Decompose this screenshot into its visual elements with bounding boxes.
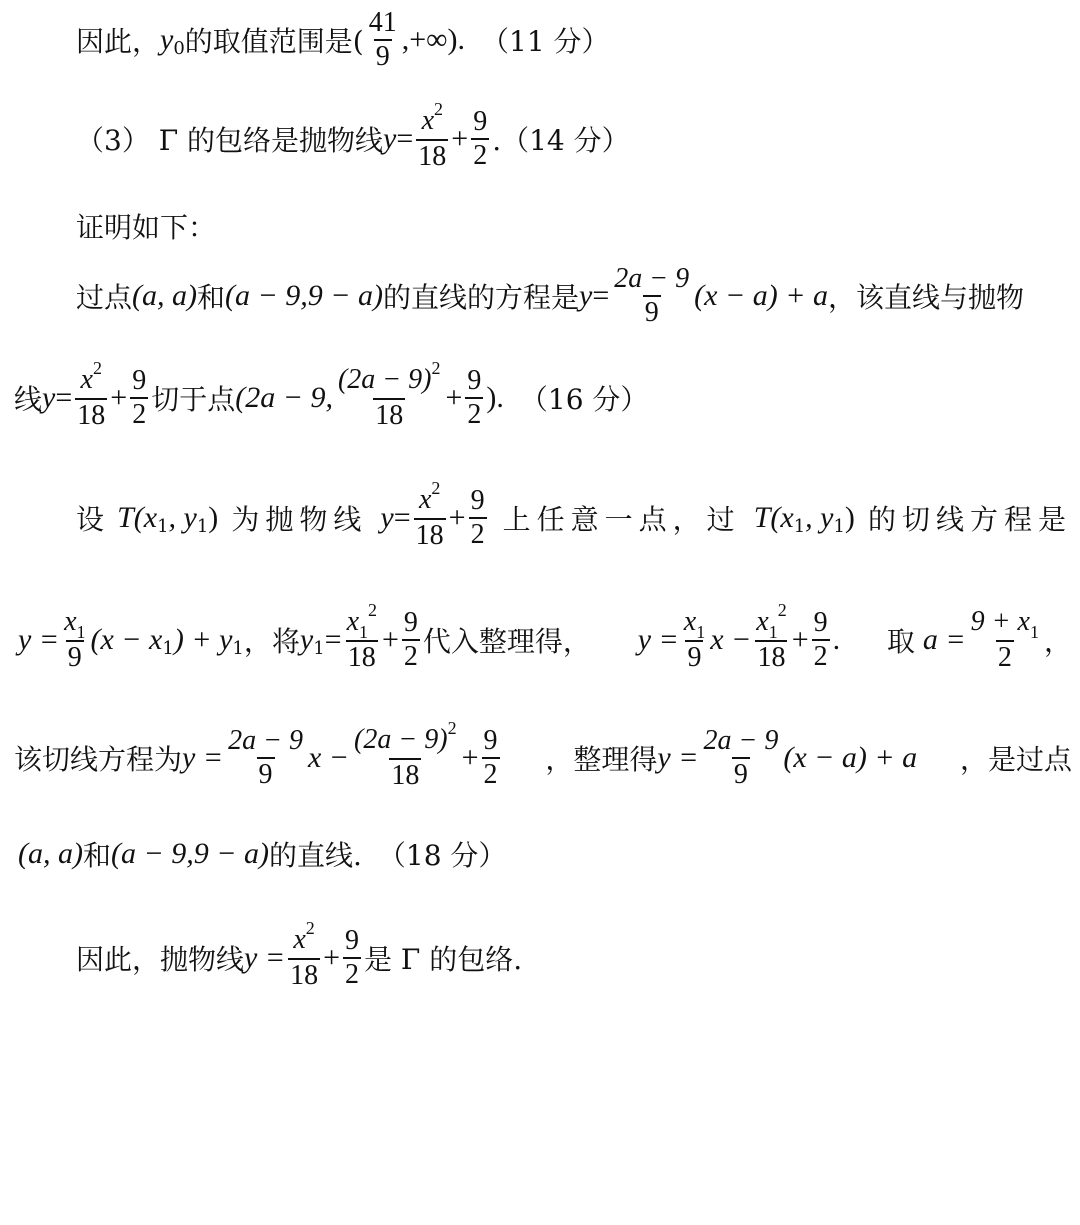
fraction: $\frac{9}{2}$	[345, 925, 359, 990]
fraction: $\frac{x^2}{18}$	[415, 478, 444, 551]
text: 的取值范围是(	[184, 25, 364, 58]
math: +	[445, 381, 463, 414]
math: =	[55, 381, 73, 414]
text: 证明如下：	[76, 211, 217, 244]
final-conclusion-line: 因此，抛物线 y = $\frac{x^2}{18}$ + $\frac{9}{2}$ 是 Γ 的包络.	[76, 918, 523, 991]
text: （3） Γ 的包络是抛物线	[76, 124, 384, 157]
text: 过点	[76, 281, 133, 314]
math: y =	[18, 623, 60, 656]
tangent-point-line	[14, 358, 649, 434]
fraction: $\frac{2a - 9}{9}$	[228, 725, 303, 790]
score-note: （11 分）	[481, 25, 610, 58]
part3-claim-line	[76, 99, 630, 172]
fraction: $\frac{9}{2}$	[813, 607, 828, 672]
text: 取	[886, 625, 915, 658]
math: (2a − 9,	[235, 381, 333, 414]
fraction: $\frac{x^2}{18}$	[418, 99, 447, 172]
score-note: （18 分）	[377, 839, 507, 872]
math: +	[451, 122, 469, 155]
math: (x − a) + a	[694, 279, 828, 312]
math-var: y	[383, 122, 397, 155]
text: 代入整理得，	[422, 625, 591, 658]
fraction: $\frac{9 + x_1}{2}$	[970, 606, 1039, 673]
math-var: y	[380, 501, 394, 534]
text: 是 Γ 的包络.	[364, 943, 523, 976]
fraction: $\frac{(2a - 9)^2}{18}$	[354, 718, 457, 791]
arbitrary-point-line: 设 T(x 1 , y 1 ) 为抛物线 y = $\frac{x^2}{18}$ + $\frac{9}{2}$ 上任意一点，过 T(x 1 , y 1 ) 的切线方程是	[76, 478, 1072, 551]
fraction: $\frac{x^2}{18}$	[290, 918, 319, 991]
text: 为抛物线	[231, 503, 368, 536]
text: 的切线方程是	[867, 503, 1072, 536]
math: =	[592, 279, 610, 312]
text: 上任意一点，过	[502, 503, 741, 536]
text: ，该直线与抛物	[827, 281, 1024, 314]
math: +	[110, 381, 128, 414]
text: ，整理得	[545, 743, 658, 776]
text: 的直线的方程是	[382, 281, 579, 314]
math: =	[396, 122, 414, 155]
math: ).	[486, 381, 504, 414]
score-note: .（14 分）	[492, 124, 630, 157]
text: 设	[76, 503, 105, 536]
text: 的直线.	[268, 839, 362, 872]
conclusion-range-line	[76, 7, 610, 72]
fraction: $\frac{x_1}{9}$	[64, 606, 86, 673]
text: 切于点	[151, 383, 236, 416]
subscript: 0	[173, 37, 185, 59]
proof-heading	[76, 206, 216, 246]
math: ,+∞).	[401, 23, 466, 56]
math: T(x	[753, 501, 794, 534]
text: ，是过点	[959, 743, 1072, 776]
math: y =	[244, 941, 286, 974]
fraction: $\frac{9}{2}$	[470, 485, 485, 550]
tangent-rewrite-line: 该切线方程为 y = $\frac{2a - 9}{9}$ x − $\frac{(2a - 9)^2}{18}$ + $\frac{9}{2}$ ，整理得 y = $\frac{2a - 9}{9}$ (x − a) + a ，是过点	[14, 718, 1072, 791]
text: ，将	[243, 625, 300, 658]
text: ，	[1043, 625, 1072, 658]
fraction: $\frac{41}{9}$	[368, 7, 397, 72]
fraction: $\frac{9}{2}$	[132, 365, 147, 430]
text: 该切线方程为	[14, 743, 183, 776]
fraction: $\frac{x_1^2}{18}$	[346, 600, 377, 673]
math: (a, a)	[18, 837, 83, 870]
math: (a − 9,9 − a)	[225, 279, 383, 312]
fraction: $\frac{2a - 9}{9}$	[614, 263, 690, 328]
text: 线	[14, 383, 43, 416]
text: 因此，抛物线	[76, 943, 245, 976]
fraction: $\frac{x_1}{9}$	[683, 606, 706, 673]
fraction: $\frac{(2a - 9)^2}{18}$	[337, 358, 441, 431]
math: T(x	[117, 501, 158, 534]
fraction: $\frac{9}{2}$	[403, 607, 418, 672]
score-note: （16 分）	[519, 383, 649, 416]
text: 因此，	[76, 25, 161, 58]
text: 和	[197, 281, 226, 314]
fraction: $\frac{x^2}{18}$	[77, 358, 106, 431]
line-equation-line	[76, 262, 1024, 330]
math-var: y	[579, 279, 593, 312]
fraction: $\frac{9}{2}$	[467, 365, 482, 430]
tangent-equation-line: y = $\frac{x_1}{9}$ (x − x 1 ) + y 1 ，将 y 1 = $\frac{x_1^2}{18}$ + $\frac{9}{2}$ 代入整理得， y = $\frac{x_1}{9}$ x − $\frac{x_1^2}{18}$ + $\frac{9}{2}$ . 取 a = $\frac{9 + x_1}{2}$ ，	[18, 600, 1072, 673]
math: (a − 9,9 − a)	[111, 837, 269, 870]
fraction: $\frac{9}{2}$	[483, 725, 498, 790]
fraction: $\frac{9}{2}$	[473, 106, 488, 171]
math-var: y	[42, 381, 56, 414]
math-var: y	[160, 23, 174, 56]
fraction: $\frac{x_1^2}{18}$	[756, 600, 787, 673]
passes-through-line	[18, 834, 506, 874]
text: 和	[82, 839, 111, 872]
math: (a, a)	[132, 279, 197, 312]
fraction: $\frac{2a - 9}{9}$	[703, 725, 779, 790]
math-var: x	[421, 105, 435, 136]
superscript: 2	[434, 99, 444, 119]
